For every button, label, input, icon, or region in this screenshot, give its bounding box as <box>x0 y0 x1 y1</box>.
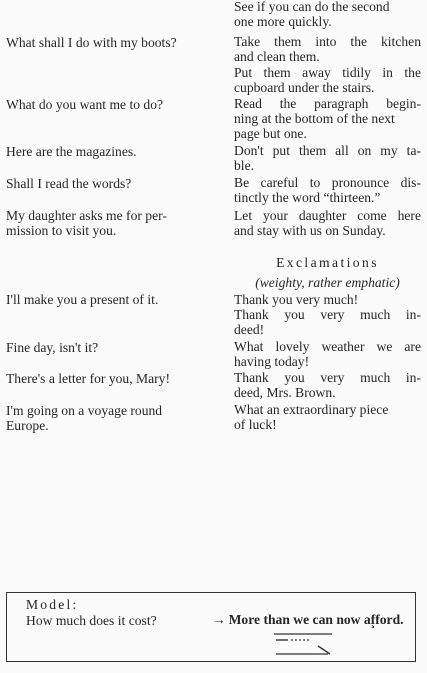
prompt-line: My daughter asks me for per- <box>6 208 167 223</box>
reply-line: What lovely weather we are <box>234 339 421 354</box>
reply-line: Don't put them all on my ta- <box>234 143 421 158</box>
reply-line: one more quickly. <box>234 14 332 29</box>
prompt-line: Europe. <box>6 418 49 433</box>
reply-line: and clean them. <box>234 49 320 64</box>
model-title: Model: <box>26 597 79 612</box>
reply-line: Let your daughter come here <box>234 208 421 223</box>
reply-line: ble. <box>234 158 255 173</box>
prompt-line: I'm going on a voyage round <box>6 403 163 418</box>
model-answer <box>212 612 404 628</box>
prompt-line: What shall I do with my boots? <box>6 35 177 50</box>
model-answer-text: More than we can now af̧ford. <box>228 612 404 627</box>
reply-line: having today! <box>234 354 310 369</box>
reply-line: deed! <box>234 322 265 337</box>
reply-line: and stay with us on Sunday. <box>234 223 386 238</box>
reply-line: Thank you very much in- <box>234 307 421 322</box>
arrow-icon: → <box>212 612 226 627</box>
reply-line: What an extraordinary piece <box>234 402 389 417</box>
prompt-line: What do you want me to do? <box>6 97 164 112</box>
reply-line: Be careful to pronounce dis- <box>234 175 421 190</box>
reply-line: deed, Mrs. Brown. <box>234 385 336 400</box>
section-heading: Exclamations <box>276 255 379 270</box>
prompt-line: I'll make you a present of it. <box>6 292 159 307</box>
reply-line: page but one. <box>234 126 307 141</box>
prompt-line: Here are the magazines. <box>6 144 137 159</box>
intonation-mark-icon <box>270 631 340 659</box>
prompt-line: Shall I read the words? <box>6 176 132 191</box>
reply-line: Put them away tidily in the <box>234 65 421 80</box>
reply-line: Take them into the kitchen <box>234 34 421 49</box>
prompt-line: mission to visit you. <box>6 223 117 238</box>
reply-line: cupboard under the stairs. <box>234 80 375 95</box>
section-subheading: (weighty, rather emphatic) <box>255 275 400 290</box>
reply-line: Thank you very much in- <box>234 370 421 385</box>
prompt-line: Fine day, isn't it? <box>6 340 99 355</box>
reply-line: tinctly the word “thirteen.” <box>234 190 381 205</box>
reply-line: ning at the bottom of the next <box>234 111 395 126</box>
reply-line: Read the paragraph begin- <box>234 96 421 111</box>
model-question: How much does it cost? <box>26 613 157 628</box>
prompt-line: There's a letter for you, Mary! <box>6 371 170 386</box>
reply-line: Thank you very much! <box>234 292 359 307</box>
reply-line: See if you can do the second <box>234 0 390 14</box>
reply-line: of luck! <box>234 417 277 432</box>
